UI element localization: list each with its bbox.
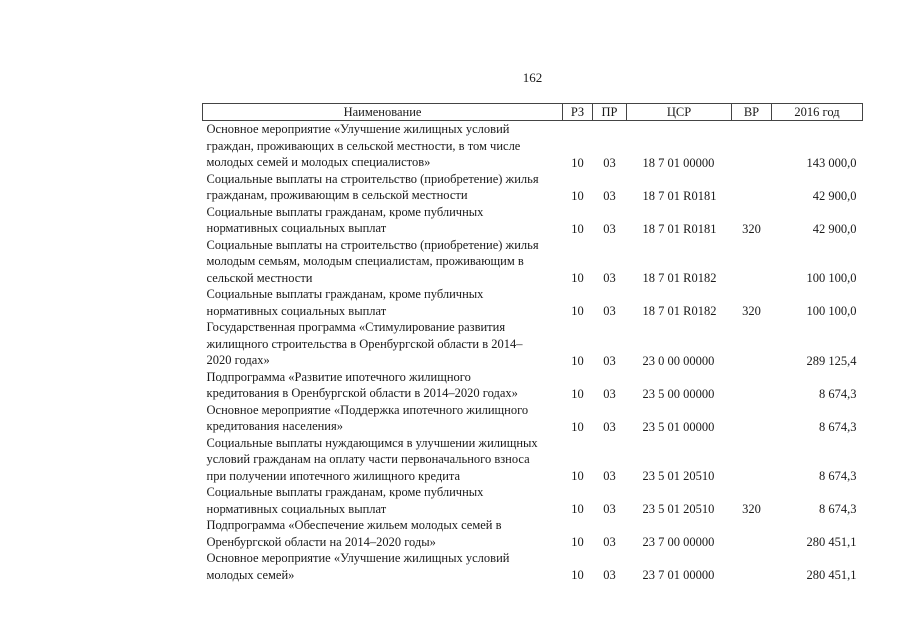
row-name-line: Социальные выплаты нуждающимся в улучшении жилищных [206,435,538,450]
header-name: Наименование [203,104,563,121]
table-row [203,286,863,319]
row-csr: 18 7 01 R0181 [642,188,717,203]
row-name [203,517,563,550]
table-row [203,121,863,171]
row-amount: 289 125,4 [806,353,857,368]
row-csr: 23 5 01 20510 [642,469,715,483]
row-vr [732,517,772,550]
table-row [203,204,863,237]
row-pr: 03 [603,568,616,582]
page-number: 162 [522,70,543,85]
row-pr: 03 [603,535,616,549]
row-vr [732,402,772,435]
header-csr: ЦСР [627,104,732,121]
row-name [203,369,563,402]
row-name-line: Основное мероприятие «Улучшение жилищных условий [206,122,510,136]
row-name [203,402,563,435]
row-name-line: условий гражданам на оплату части первоначального взноса [206,452,530,466]
row-name-line: Основное мероприятие «Поддержка ипотечного жилищного [206,402,529,417]
table-row [203,550,863,583]
row-name-line: кредитования в Оренбургской области в 2014–2020 годах» [206,386,518,400]
row-rz: 10 [571,304,584,318]
row-name [203,550,563,583]
row-amount: 280 451,1 [806,568,857,582]
row-name-line: граждан, проживающих в сельской местности, в том числе [206,138,521,153]
row-name-line: Оренбургской области на 2014–2020 годы» [206,534,436,549]
row-rz: 10 [571,419,584,434]
row-name-line: молодых семей» [206,567,295,582]
row-pr: 03 [603,419,616,434]
row-pr: 03 [603,502,616,516]
row-name-line: жилищного строительства в Оренбургской области в 2014– [206,336,523,351]
row-vr [732,435,772,485]
row-amount: 280 451,1 [806,535,857,549]
row-name [203,237,563,287]
row-pr: 03 [603,271,616,285]
row-rz: 10 [571,353,584,368]
row-name-line: кредитования населения» [206,419,343,433]
row-name [203,204,563,237]
row-name-line: при получении ипотечного жилищного кредита [206,468,461,483]
row-amount: 42 900,0 [812,221,857,236]
row-csr: 18 7 01 R0182 [642,271,717,285]
row-amount: 143 000,0 [806,155,857,170]
row-pr: 03 [603,304,616,318]
row-vr: 320 [742,502,761,516]
row-name [203,286,563,319]
row-amount: 8 674,3 [819,386,857,401]
row-rz: 10 [571,469,584,483]
table-row [203,319,863,369]
row-rz: 10 [571,386,584,401]
row-pr: 03 [603,188,616,203]
row-csr: 23 7 01 00000 [642,568,715,582]
header-pr: ПР [593,104,627,121]
row-pr: 03 [603,469,616,483]
row-csr: 18 7 01 R0182 [642,304,717,318]
table-row [203,402,863,435]
row-amount: 8 674,3 [819,469,857,483]
table-row [203,171,863,204]
row-amount: 42 900,0 [812,188,857,203]
row-csr: 23 0 00 00000 [642,353,715,368]
row-rz: 10 [571,535,584,549]
row-name-line: нормативных социальных выплат [206,303,387,318]
row-vr: 320 [742,221,761,236]
row-name-line: Подпрограмма «Развитие ипотечного жилищного [206,369,471,384]
row-name-line: 2020 годах» [206,353,270,367]
row-vr [732,121,772,171]
row-rz: 10 [571,502,584,516]
table-row [203,435,863,485]
row-name [203,121,563,171]
header-year: 2016 год [772,104,863,121]
row-name-line: сельской местности [206,270,313,285]
row-pr: 03 [603,221,616,236]
row-csr: 23 5 00 00000 [642,386,715,401]
row-name [203,484,563,517]
table-row [203,484,863,517]
row-rz: 10 [571,271,584,285]
table-row [203,517,863,550]
header-rz: РЗ [563,104,593,121]
row-name-line: Подпрограмма «Обеспечение жильем молодых семей в [206,518,502,532]
row-name-line: нормативных социальных выплат [206,501,387,516]
row-csr: 23 5 01 20510 [642,502,715,516]
row-rz: 10 [571,188,584,203]
header-vr: ВР [732,104,772,121]
row-csr: 23 7 00 00000 [642,535,715,549]
row-name [203,435,563,485]
row-name [203,319,563,369]
row-vr [732,319,772,369]
row-amount: 8 674,3 [819,502,857,516]
table-header [203,104,863,121]
row-vr: 320 [742,304,761,318]
budget-table [202,103,863,583]
row-name-line: Социальные выплаты на строительство (приобретение) жилья [206,237,539,252]
row-vr [732,171,772,204]
row-amount: 100 100,0 [806,304,857,318]
row-pr: 03 [603,386,616,401]
row-name [203,171,563,204]
row-pr: 03 [603,155,616,170]
row-csr: 23 5 01 00000 [642,419,715,434]
table-body [203,121,863,584]
row-pr: 03 [603,353,616,368]
table-row [203,237,863,287]
row-amount: 100 100,0 [806,271,857,285]
row-name-line: Государственная программа «Стимулирование развития [206,320,506,334]
row-name-line: Социальные выплаты на строительство (приобретение) жилья [206,171,539,186]
row-amount: 8 674,3 [819,419,857,434]
row-rz: 10 [571,155,584,170]
row-name-line: молодым семьям, молодым специалистам, проживающим в [206,254,524,268]
row-name-line: Социальные выплаты гражданам, кроме публичных [206,287,484,301]
row-name-line: гражданам, проживающим в сельской местности [206,188,468,202]
row-csr: 18 7 01 00000 [642,155,715,170]
row-vr [732,237,772,287]
row-vr [732,369,772,402]
row-name-line: молодых семей и молодых специалистов» [206,155,431,169]
row-vr [732,550,772,583]
row-csr: 18 7 01 R0181 [642,221,717,236]
table-row [203,369,863,402]
row-name-line: Социальные выплаты гражданам, кроме публичных [206,204,484,219]
row-name-line: нормативных социальных выплат [206,221,387,235]
row-name-line: Основное мероприятие «Улучшение жилищных условий [206,551,510,565]
row-rz: 10 [571,221,584,236]
row-name-line: Социальные выплаты гражданам, кроме публичных [206,485,484,499]
row-rz: 10 [571,568,584,582]
